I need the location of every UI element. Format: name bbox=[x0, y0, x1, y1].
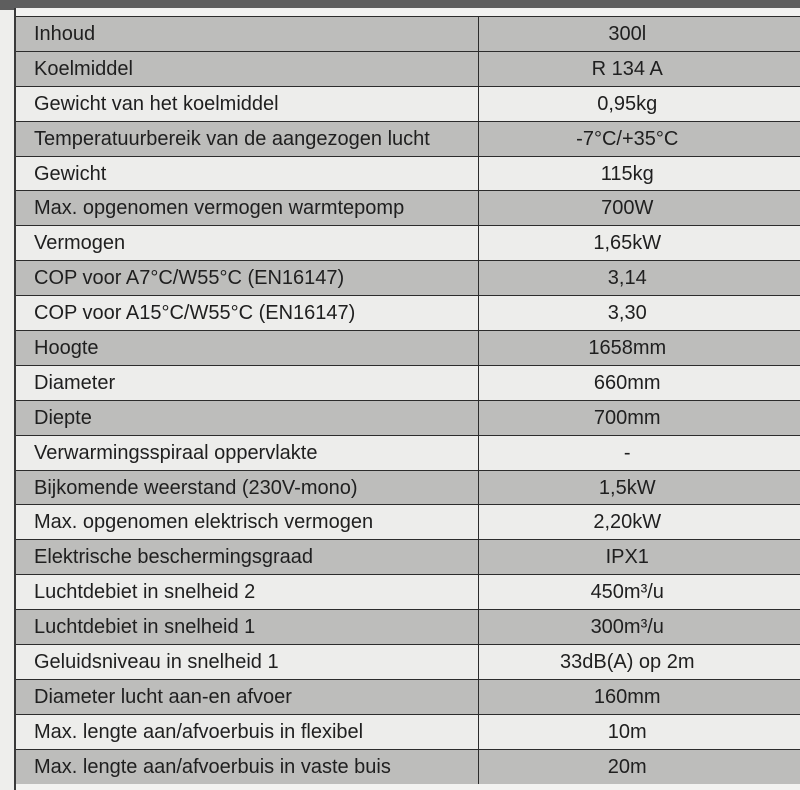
spec-label-cop-a7: COP voor A7°C/W55°C (EN16147) bbox=[16, 261, 478, 296]
table-row bbox=[16, 470, 800, 505]
spec-value-lengte-flexibel: 10m bbox=[478, 714, 800, 749]
spec-value-bijkomende-weerstand: 1,5kW bbox=[478, 470, 800, 505]
spec-value-gewicht: 115kg bbox=[478, 156, 800, 191]
spec-value-lengte-vaste-buis: 20m bbox=[478, 749, 800, 784]
table-row bbox=[16, 645, 800, 680]
spec-value-max-vermogen-warmtepomp: 700W bbox=[478, 191, 800, 226]
table-row bbox=[16, 714, 800, 749]
table-row bbox=[16, 51, 800, 86]
table-row bbox=[16, 400, 800, 435]
spec-label-temperatuurbereik: Temperatuurbereik van de aangezogen lucht bbox=[16, 121, 478, 156]
spec-label-lengte-vaste-buis: Max. lengte aan/afvoerbuis in vaste buis bbox=[16, 749, 478, 784]
spec-label-geluidsniveau: Geluidsniveau in snelheid 1 bbox=[16, 645, 478, 680]
spec-value-temperatuurbereik: -7°C/+35°C bbox=[478, 121, 800, 156]
spec-label-diameter: Diameter bbox=[16, 365, 478, 400]
spec-label-lengte-flexibel: Max. lengte aan/afvoerbuis in flexibel bbox=[16, 714, 478, 749]
table-row bbox=[16, 749, 800, 784]
spec-label-gewicht-koelmiddel: Gewicht van het koelmiddel bbox=[16, 86, 478, 121]
spec-value-gewicht-koelmiddel: 0,95kg bbox=[478, 86, 800, 121]
spec-value-beschermingsgraad: IPX1 bbox=[478, 540, 800, 575]
spec-value-koelmiddel: R 134 A bbox=[478, 51, 800, 86]
spec-label-vermogen: Vermogen bbox=[16, 226, 478, 261]
spec-label-luchtdebiet-1: Luchtdebiet in snelheid 1 bbox=[16, 610, 478, 645]
spec-sheet bbox=[14, 8, 800, 790]
spec-value-hoogte: 1658mm bbox=[478, 331, 800, 366]
spec-label-diepte: Diepte bbox=[16, 400, 478, 435]
spec-label-inhoud: Inhoud bbox=[16, 17, 478, 52]
table-row bbox=[16, 226, 800, 261]
spec-label-gewicht: Gewicht bbox=[16, 156, 478, 191]
spec-value-luchtdebiet-2: 450m³/u bbox=[478, 575, 800, 610]
table-row bbox=[16, 156, 800, 191]
spec-value-cop-a7: 3,14 bbox=[478, 261, 800, 296]
table-row bbox=[16, 505, 800, 540]
spec-label-beschermingsgraad: Elektrische beschermingsgraad bbox=[16, 540, 478, 575]
spec-label-verwarmingsspiraal: Verwarmingsspiraal oppervlakte bbox=[16, 435, 478, 470]
spec-label-luchtdebiet-2: Luchtdebiet in snelheid 2 bbox=[16, 575, 478, 610]
spec-label-cop-a15: COP voor A15°C/W55°C (EN16147) bbox=[16, 296, 478, 331]
spec-label-diameter-lucht: Diameter lucht aan-en afvoer bbox=[16, 679, 478, 714]
spec-table bbox=[16, 16, 800, 784]
table-row bbox=[16, 365, 800, 400]
spec-label-koelmiddel: Koelmiddel bbox=[16, 51, 478, 86]
spec-value-max-elektrisch-vermogen: 2,20kW bbox=[478, 505, 800, 540]
spec-value-verwarmingsspiraal: - bbox=[478, 435, 800, 470]
spec-value-vermogen: 1,65kW bbox=[478, 226, 800, 261]
spec-label-bijkomende-weerstand: Bijkomende weerstand (230V-mono) bbox=[16, 470, 478, 505]
spec-label-max-elektrisch-vermogen: Max. opgenomen elektrisch vermogen bbox=[16, 505, 478, 540]
table-row bbox=[16, 121, 800, 156]
table-row bbox=[16, 17, 800, 52]
spec-value-cop-a15: 3,30 bbox=[478, 296, 800, 331]
spec-label-max-vermogen-warmtepomp: Max. opgenomen vermogen warmtepomp bbox=[16, 191, 478, 226]
table-row bbox=[16, 261, 800, 296]
spec-value-inhoud: 300l bbox=[478, 17, 800, 52]
table-row bbox=[16, 296, 800, 331]
table-row bbox=[16, 86, 800, 121]
spec-value-diepte: 700mm bbox=[478, 400, 800, 435]
spec-value-diameter-lucht: 160mm bbox=[478, 679, 800, 714]
spec-value-diameter: 660mm bbox=[478, 365, 800, 400]
spec-value-geluidsniveau: 33dB(A) op 2m bbox=[478, 645, 800, 680]
table-row bbox=[16, 679, 800, 714]
table-row bbox=[16, 331, 800, 366]
spec-label-hoogte: Hoogte bbox=[16, 331, 478, 366]
table-row bbox=[16, 610, 800, 645]
table-row bbox=[16, 540, 800, 575]
table-row bbox=[16, 575, 800, 610]
spec-value-luchtdebiet-1: 300m³/u bbox=[478, 610, 800, 645]
table-row bbox=[16, 435, 800, 470]
table-row bbox=[16, 191, 800, 226]
